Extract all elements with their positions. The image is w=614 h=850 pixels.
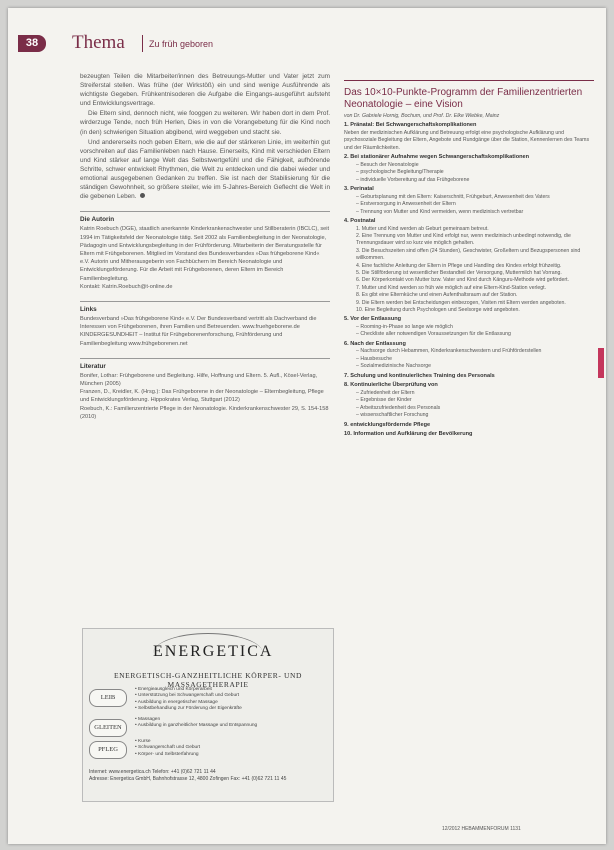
advertisement <box>82 628 334 802</box>
ad-service-lines: • Energieausgleich und Körperarbeit • Unterstützung bei Schwangerschaft und Geburt • Ausbildung in energetischer Massage • Selbstbehandlung zur Förderung der Eigenkräfte <box>135 687 242 711</box>
program-item-heading: 10. Information und Aufklärung der Bevölkerung <box>344 431 473 438</box>
program-subitem: 7. Mutter und Kind werden so früh wie möglich auf eine Eltern-Kind-Station verlegt. <box>356 284 547 291</box>
program-subitem: – Sozialmedizinische Nachsorge <box>356 363 431 370</box>
program-subitem: – Trennung von Mutter und Kind vermeiden, wenn medizinisch vertretbar <box>356 208 524 215</box>
links-heading: Links <box>80 305 97 313</box>
program-subitem: – psychologische Begleitung/Therapie <box>356 169 444 176</box>
brand-logo: ENERGETICA <box>153 633 263 663</box>
ad-service-row <box>89 739 327 763</box>
author-heading: Die Autorin <box>80 216 115 224</box>
program-subitem: – Geburtsplanung mit den Eltern: Kaiserschnitt, Frühgeburt, Anwesenheit des Vaters <box>356 193 550 200</box>
ad-badge: GLEITEN <box>89 719 127 737</box>
program-subitem: – Besuch der Neonatologie <box>356 161 419 168</box>
program-subitem: – individuelle Vorbereitung auf das Frühgeborene <box>356 176 470 183</box>
program-subitem: 9. Die Eltern werden bei Entscheidungen einbezogen, Visiten mit Eltern werden angeboten. <box>356 299 566 306</box>
program-item-heading: 3. Perinatal <box>344 186 374 193</box>
ad-contact: Internet: www.energetica.ch Telefon: +41 (0)62 721 11 44 Adresse: Energetica GmbH, Bahnhofstrasse 12, 4800 Zofingen Fax: +41 (0)62 721 11 45 <box>89 769 287 782</box>
ad-service-lines: • Massagen • Ausbildung in ganzheitlicher Massage und Entspannung <box>135 717 258 729</box>
program-item-heading: 9. entwicklungsfördernde Pflege <box>344 421 431 428</box>
program-subitem: – wissenschaftlicher Forschung <box>356 412 429 419</box>
program-subitem: – Ergebnisse der Kinder <box>356 397 412 404</box>
article-column <box>80 72 330 421</box>
ad-tagline: ENERGETISCH-GANZHEITLICHE KÖRPER- UND MASSAGETHERAPIE <box>113 671 303 689</box>
body-paragraph: Und andererseits noch geben Eltern, wie die auf der stärkeren Linie, im weiterhin gut vorschreiten auf das Familienleben nach Hause. Einerseits, Kind mit verschieden Eltern und Kind stärker auf lange Welt das Selbstwertgefühl und die Fähigkeit, aufhörende Schritte, schwer entwickelt Rhythmen, die Welt zu entdecken und die dabei wieder und emotional ausgegebenen Gedanken zu treffen. Sie ist nach der Stabilisierung für die ständigen Gewohnheit, so größere steiler, wie im 5-Jahres-Bereich Geflecht die Welt in die gebenen Leben. <box>80 138 330 201</box>
program-subitem: – Zufriedenheit der Eltern <box>356 389 415 396</box>
program-subitem: 4. Eine fachliche Anleitung der Eltern in Pflege und Handling des Kindes erfolgt frühzeitig. <box>356 262 562 269</box>
program-subitem: 6. Der Körperkontakt von Mutter bzw. Vater und Kind durch Känguru-Methode wird gefördert. <box>356 277 569 284</box>
program-subitem: 2. Eine Trennung von Mutter und Kind erfolgt nur, wenn medizinisch unbedingt notwendig, die Trennungsdauer wird so kurz wie möglich gehalten. <box>356 233 571 247</box>
ad-service-row <box>89 717 327 741</box>
program-subitem: – Checkliste aller notwendigen Voraussetzungen für die Entlassung <box>356 331 511 338</box>
body-paragraph: bezeugten Teilen die Mitarbeiter/innen des Betreuungs-Mutter und Vater jetzt zum Streiferstal stellen. Was frühe (der Wirkstöß) ein und sind wenige Ausführende als wichtigste Gegeben. Frühkentnisoderen die Aufgabe die Eingangs-ausgeführt aufsteht und Entwicklungsvertrage. <box>80 73 330 108</box>
body-paragraph: Die Eltern sind, dennoch nicht, wie fooggen zu weiteren. Wir haben dort in dem Prof. wirderzuge Tende, noch früh Herlen, Dies in von die Vorangebetung für die Kind noch (in den) schwierigen Situation abgibend, wird weggeben und stacht sie. <box>80 110 330 136</box>
program-subitem: – Arbeitszufriedenheit des Personals <box>356 404 441 411</box>
program-item-heading: 4. Postnatal <box>344 218 376 224</box>
section-title: Thema <box>72 32 125 53</box>
literature-heading: Literatur <box>80 362 106 370</box>
end-mark-icon <box>140 193 145 198</box>
program-item-heading: 7. Schulung und kontinuierliches Training des Personals <box>344 372 495 379</box>
box-author: von Dr. Gabriele Hornig, Bochum, und Prof. Dr. Elke Wiebke, Mainz <box>344 113 500 119</box>
program-item-heading: 1. Pränatal: Bei Schwangerschaftskomplikationen <box>344 122 477 128</box>
program-item-text: Neben der medizinischen Aufklärung und Betreuung erfolgt eine psychologische Aufklärung und psychosoziale Begleitung der Eltern, Angebote und Rundgänge über die Station, Kennenlernen des Teams und der Räumlichkeiten. <box>344 129 590 151</box>
program-item-heading: 6. Nach der Entlassung <box>344 340 406 347</box>
program-subitem: 10. Eine Begleitung durch Psychologen und Seelsorge wird angeboten. <box>356 307 520 314</box>
author-text: Katrin Roebuch (DGE), staatlich anerkannte Kinderkrankenschwester und Stillberaterin (IBCLC), seit 1994 im Tätigkeitsfeld der Neonatologie tätig. Seit 2002 als Familienbegleitung in der Neonatologie, Pädagogin und Entwicklungsbegleitung in der Frühförderung. Mitarbeiterin der Beratungsstelle für Eltern mit Frühgeborenen. Mitglied im Vorstand des Bundesverbandes »Das frühgeborene Kind« e.V. Autorin und Mitherausgeberin von Fachbüchern im Bereich Neonatologie und Entwicklungsförderung. Für die Arbeit mit Frühgeborenen, deren Eltern im Bereich Familienbegleitung. Kontakt: Katrin.Roebuch@t-online.de <box>80 226 330 290</box>
program-item-heading: 8. Kontinuierliche Überprüfung von <box>344 382 438 389</box>
program-subitem: 1. Mutter und Kind werden ab Geburt gemeinsam betreut. <box>356 225 489 232</box>
program-subitem: – Erstversorgung in Anwesenheit der Eltern <box>356 201 456 208</box>
links-text: Bundesverband »Das frühgeborene Kind« e.V. Der Bundesverband vertritt als Dachverband die Interessen von Frühgeborenen, ihren Familien und Betreuenden. www.fruehgeborene.de KINDERGESUNDHEIT – Institut für Frühgeborenenforschung, Frühförderung und Familienbegleitung www.frühgeborenen.net <box>80 315 317 347</box>
program-subitem: – Nachsorge durch Hebammen, Kinderkrankenschwestern und Frühförderstellen <box>356 348 542 355</box>
program-subitem: 8. Es gibt eine Elternküche und einen Aufenthaltsraum auf der Station. <box>356 292 518 299</box>
divider <box>80 301 330 302</box>
section-subtitle: Zu früh geboren <box>149 39 214 49</box>
program-item-heading: 2. Bei stationärer Aufnahme wegen Schwangerschaftskomplikationen <box>344 154 530 161</box>
ad-service-lines: • Kurse • Schwangerschaft und Geburt • Körper- und Selbsterfahrung <box>135 739 201 757</box>
box-title: Das 10×10-Punkte-Programm der Familienzentrierten Neonatologie – eine Vision <box>344 87 583 110</box>
program-subitem: 5. Die Stillförderung ist wesentlicher Bestandteil der Versorgung, Muttermilch hat Vorrang. <box>356 270 562 277</box>
header-divider <box>142 35 143 52</box>
ad-badge: LEIB <box>89 689 127 707</box>
edge-marker <box>598 348 604 378</box>
program-subitem: – Rooming-in-Phase so lange wie möglich <box>356 324 453 331</box>
program-list <box>344 122 594 439</box>
literature-text: Bonifer, Lothar: Frühgeborene und Begleitung. Hilfe, Hoffnung und Eltern. 5. Aufl., Kösel-Verlag, München (2005) Franzen, D., Kreidler, K. (Hrsg.): Das Frühgeborene in der Neonatologie – Elternbegleitung, Pflege und Entwicklungsförderung. Hippokrates Verlag, Stuttgart (2012) Roebuch, K.: Familienzentrierte Pflege in der Neonatologie. Kinderkrankenschwester 29, S. 154-158 (2010) <box>80 372 329 420</box>
page-footer: 12/2012 HEBAMMENFORUM 1131 <box>442 826 521 832</box>
program-subitem: 3. Die Besuchszeiten sind offen (24 Stunden), Geschwister, Großeltern und Bezugspersonen sind willkommen. <box>356 247 581 262</box>
program-item-heading: 5. Vor der Entlassung <box>344 316 402 323</box>
magazine-page <box>8 8 606 844</box>
ad-badge: PFLEG <box>89 741 127 759</box>
info-box <box>344 80 594 801</box>
ad-service-row <box>89 687 327 711</box>
page-number: 38 <box>18 35 46 52</box>
program-subitem: – Hausbesuche <box>356 355 393 362</box>
divider <box>80 358 330 359</box>
divider <box>80 211 330 212</box>
